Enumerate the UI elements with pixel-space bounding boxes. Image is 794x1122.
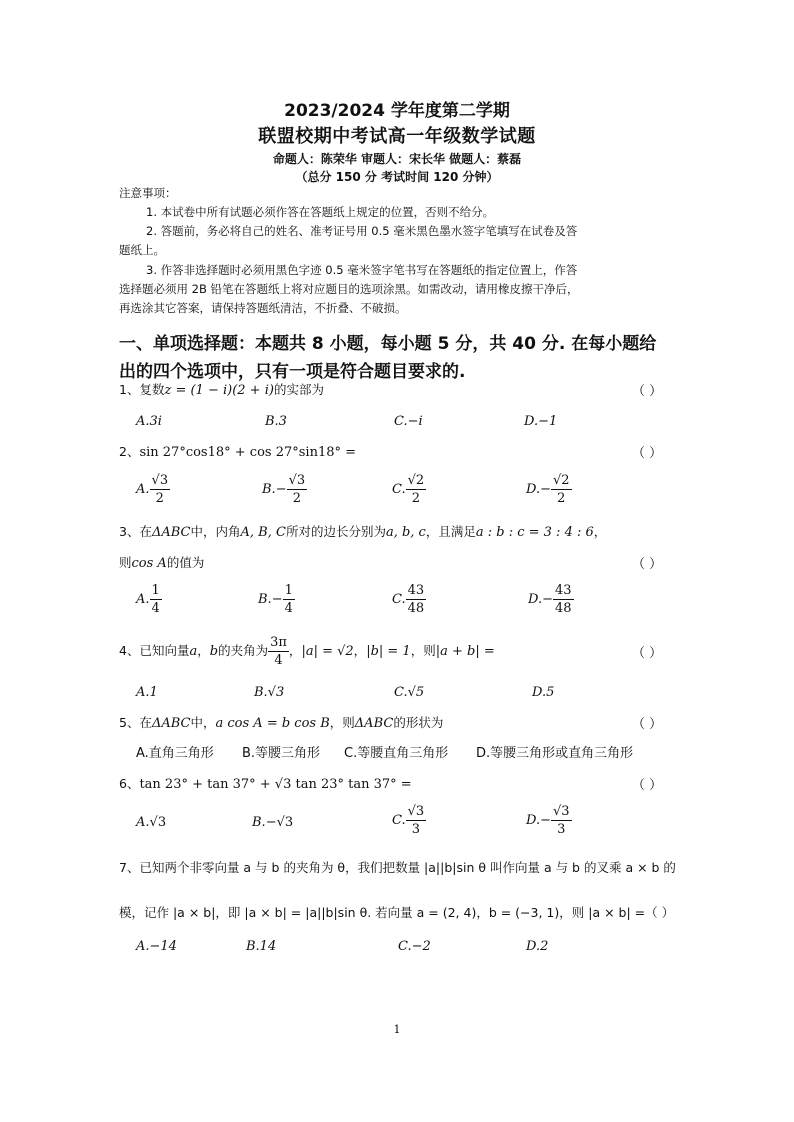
q6-option-d-sign: − xyxy=(540,813,551,828)
question-1 xyxy=(119,380,324,398)
q4-condition-1: |a| = √2 xyxy=(301,644,354,659)
q4-sep-3: ， xyxy=(353,643,367,658)
answer-bracket-q4: （ ） xyxy=(632,646,663,661)
score-time-line: （总分 150 分 考试时间 120 分钟） xyxy=(295,170,499,184)
q2-option-c xyxy=(392,472,426,507)
question-4 xyxy=(119,634,495,669)
q3-angles: A, B, C xyxy=(240,525,286,540)
q3-text-b: 中，内角 xyxy=(190,524,241,539)
q6-option-d-fraction xyxy=(551,803,572,838)
q2-option-b-label: B. xyxy=(262,482,276,497)
answer-bracket-q2: （ ） xyxy=(632,446,663,461)
q3-option-d xyxy=(528,582,574,617)
q3-option-d-label: D. xyxy=(528,592,543,607)
q6-option-c-den: 3 xyxy=(411,822,421,837)
q4-text-c: ，则 xyxy=(410,643,436,658)
q3-option-d-num: 43 xyxy=(555,583,572,598)
q1-expression: z = (1 − i)(2 + i) xyxy=(164,383,274,398)
q2-option-a xyxy=(136,472,170,507)
q3-option-b-label: B. xyxy=(258,592,272,607)
q2-option-d-fraction xyxy=(551,472,572,507)
q3-option-a xyxy=(136,582,162,617)
q3-ratio: a : b : c = 3 : 4 : 6 xyxy=(475,525,594,540)
q3-line2-expr: cos A xyxy=(131,556,167,571)
q5-triangle-2: ΔABC xyxy=(354,716,394,731)
q4-condition-2: |b| = 1 xyxy=(366,644,411,659)
q3-option-c-den: 48 xyxy=(407,601,425,616)
q2-option-c-fraction xyxy=(406,472,427,507)
exam-title-line2: 联盟校期中考试高一年级数学试题 xyxy=(258,126,536,147)
answer-bracket-q3: （ ） xyxy=(632,557,663,572)
q1-text-a: 复数 xyxy=(139,382,165,397)
q1-option-a: A.3i xyxy=(136,414,162,429)
q3-option-c-label: C. xyxy=(392,592,406,607)
q6-option-c-label: C. xyxy=(392,813,406,828)
q6-option-b-value: √3 xyxy=(276,815,294,830)
q4-vector-a: a xyxy=(189,644,198,659)
notes-heading: 注意事项： xyxy=(119,186,177,200)
q3-text-a: 在 xyxy=(139,524,152,539)
q3-text-d: ，且满足 xyxy=(425,524,476,539)
q6-option-a xyxy=(136,815,166,830)
q2-option-d-label: D. xyxy=(526,482,541,497)
q7-line1: 已知两个非零向量 a 与 b 的夹角为 θ，我们把数量 |a||b|sin θ 叫作向量 a 与 b 的叉乘 a × b 的 xyxy=(139,860,676,875)
question-5 xyxy=(119,713,443,731)
q4-ask: |a + b| = xyxy=(435,644,495,659)
note-item-3c: 再选涂其它答案，请保持答题纸清洁，不折叠、不破损。 xyxy=(119,301,407,315)
q2-option-b xyxy=(262,472,307,507)
q6-option-b-label: B. xyxy=(252,815,266,830)
q3-text-e: ， xyxy=(593,524,607,539)
q3-option-a-den: 4 xyxy=(151,601,160,616)
q5-option-d: D.等腰三角形或直角三角形 xyxy=(476,746,634,761)
note-item-3a: 3. 作答非选择题时必须用黑色字迹 0.5 毫米签字笔书写在答题纸的指定位置上，作答 xyxy=(146,263,578,277)
q1-option-c: C.−i xyxy=(394,414,423,429)
q4-angle-num: 3π xyxy=(270,635,287,650)
q3-line2-a: 则 xyxy=(119,555,132,570)
q2-option-c-den: 2 xyxy=(411,491,421,506)
q4-angle-fraction xyxy=(268,634,289,669)
q3-triangle: ΔABC xyxy=(151,525,191,540)
q4-angle-den: 4 xyxy=(274,653,283,668)
q4-number: 4、 xyxy=(119,643,140,658)
q6-option-c-num: √3 xyxy=(407,804,425,819)
q6-option-c-fraction xyxy=(406,803,427,838)
q2-number: 2、 xyxy=(119,444,140,459)
q4-text-b: 的夹角为 xyxy=(218,643,269,658)
q3-number: 3、 xyxy=(119,524,140,539)
q5-option-c: C.等腰直角三角形 xyxy=(344,746,449,761)
q4-sep-1: ， xyxy=(197,643,210,658)
answer-bracket-q1: （ ） xyxy=(632,384,663,399)
note-item-2b: 题纸上。 xyxy=(119,243,165,257)
q1-text-b: 的实部为 xyxy=(273,382,324,397)
q6-expression: tan 23° + tan 37° + √3 tan 23° tan 37° = xyxy=(139,777,412,792)
q6-option-d-den: 3 xyxy=(557,822,566,837)
q5-text-b: 中， xyxy=(190,715,216,730)
q5-option-b: B.等腰三角形 xyxy=(242,746,321,761)
q3-option-b-fraction xyxy=(283,582,295,617)
q6-option-d-num: √3 xyxy=(553,804,570,819)
q3-option-a-fraction xyxy=(150,582,162,617)
q2-option-a-fraction xyxy=(150,472,171,507)
section-heading-line1: 一、单项选择题：本题共 8 小题，每小题 5 分，共 40 分. 在每小题给 xyxy=(119,334,657,354)
q2-option-d xyxy=(526,472,572,507)
q3-sides: a, b, c xyxy=(385,525,426,540)
q4-option-c: C.√5 xyxy=(394,685,425,700)
q4-vector-b: b xyxy=(209,644,219,659)
q7-option-c: C.−2 xyxy=(398,939,431,954)
q6-number: 6、 xyxy=(119,776,140,791)
q3-option-b-num: 1 xyxy=(284,583,293,598)
section-heading xyxy=(119,330,679,386)
q6-option-a-label: A. xyxy=(136,815,150,830)
q6-option-d xyxy=(526,803,572,838)
q3-option-a-label: A. xyxy=(136,592,150,607)
q3-option-b xyxy=(258,582,295,617)
q2-option-b-fraction xyxy=(287,472,308,507)
q3-option-b-sign: − xyxy=(271,592,283,607)
answer-bracket-q6: （ ） xyxy=(632,778,663,793)
q4-text-a: 已知向量 xyxy=(139,643,190,658)
q5-text-c: ，则 xyxy=(329,715,355,730)
q7-number: 7、 xyxy=(119,860,140,875)
note-item-1: 1. 本试卷中所有试题必须作答在答题纸上规定的位置，否则不给分。 xyxy=(146,205,495,219)
q2-option-c-num: √2 xyxy=(407,473,425,488)
q2-expression: sin 27°cos18° + cos 27°sin18° = xyxy=(139,445,357,460)
q7-option-a: A.−14 xyxy=(136,939,177,954)
question-3 xyxy=(119,522,606,540)
q6-option-c xyxy=(392,803,426,838)
q2-option-b-num: √3 xyxy=(288,473,306,488)
q4-option-a: A.1 xyxy=(136,685,158,700)
section-heading-line2: 出的四个选项中，只有一项是符合题目要求的. xyxy=(119,362,466,382)
exam-title-line1: 2023/2024 学年度第二学期 xyxy=(284,101,510,121)
question-2 xyxy=(119,442,356,460)
q3-option-c-fraction xyxy=(406,582,427,617)
question-7 xyxy=(119,858,676,876)
q3-option-a-num: 1 xyxy=(151,583,160,598)
q3-option-c-num: 43 xyxy=(407,583,425,598)
q6-option-b xyxy=(252,815,293,830)
q3-option-b-den: 4 xyxy=(284,601,293,616)
q6-option-a-value: √3 xyxy=(149,815,167,830)
q2-option-a-num: √3 xyxy=(151,473,169,488)
answer-bracket-q5: （ ） xyxy=(632,717,663,732)
q4-sep-2: ， xyxy=(288,643,302,658)
q5-triangle: ΔABC xyxy=(151,716,191,731)
q3-option-c xyxy=(392,582,426,617)
q6-option-d-label: D. xyxy=(526,813,541,828)
question-7-line2 xyxy=(119,903,674,921)
q1-option-d: D.−1 xyxy=(524,414,558,429)
q4-option-d: D.5 xyxy=(532,685,555,700)
q5-option-a: A.直角三角形 xyxy=(136,746,214,761)
q3-option-d-den: 48 xyxy=(555,601,572,616)
q2-option-d-num: √2 xyxy=(553,473,570,488)
note-item-2a: 2. 答题前，务必将自己的姓名、准考证号用 0.5 毫米黑色墨水签字笔填写在试卷及答 xyxy=(146,224,578,238)
q2-option-c-label: C. xyxy=(392,482,406,497)
page-number: 1 xyxy=(393,1023,401,1036)
q5-text-d: 的形状为 xyxy=(393,715,444,730)
q2-option-d-sign: − xyxy=(540,482,551,497)
q5-expression: a cos A = b cos B xyxy=(215,716,330,731)
q6-option-b-sign: − xyxy=(265,815,277,830)
q3-option-d-sign: − xyxy=(542,592,553,607)
q3-text-c: 所对的边长分别为 xyxy=(285,524,386,539)
q2-option-a-label: A. xyxy=(136,482,150,497)
q2-option-a-den: 2 xyxy=(155,491,164,506)
q4-option-b: B.√3 xyxy=(254,685,285,700)
q1-option-b: B.3 xyxy=(265,414,287,429)
authors-line: 命题人：陈荣华 审题人：宋长华 做题人：蔡磊 xyxy=(272,152,522,166)
q3-line2-b: 的值为 xyxy=(166,555,205,570)
q3-option-d-fraction xyxy=(553,582,574,617)
note-item-3b: 选择题必须用 2B 铅笔在答题纸上将对应题目的选项涂黑。如需改动，请用橡皮擦干净后， xyxy=(119,282,579,296)
q5-number: 5、 xyxy=(119,715,140,730)
question-3-line2 xyxy=(119,553,204,571)
q2-option-d-den: 2 xyxy=(557,491,566,506)
q7-line2: 模，记作 |a × b|，即 |a × b| = |a||b|sin θ. 若向量 a = (2, 4)，b = (−3, 1)，则 |a × b| =（ ） xyxy=(119,905,675,920)
q2-option-b-sign: − xyxy=(275,482,287,497)
question-6 xyxy=(119,774,412,792)
q5-text-a: 在 xyxy=(139,715,152,730)
q7-option-d: D.2 xyxy=(526,939,549,954)
q7-option-b: B.14 xyxy=(246,939,277,954)
q1-number: 1、 xyxy=(119,382,140,397)
q2-option-b-den: 2 xyxy=(292,491,302,506)
